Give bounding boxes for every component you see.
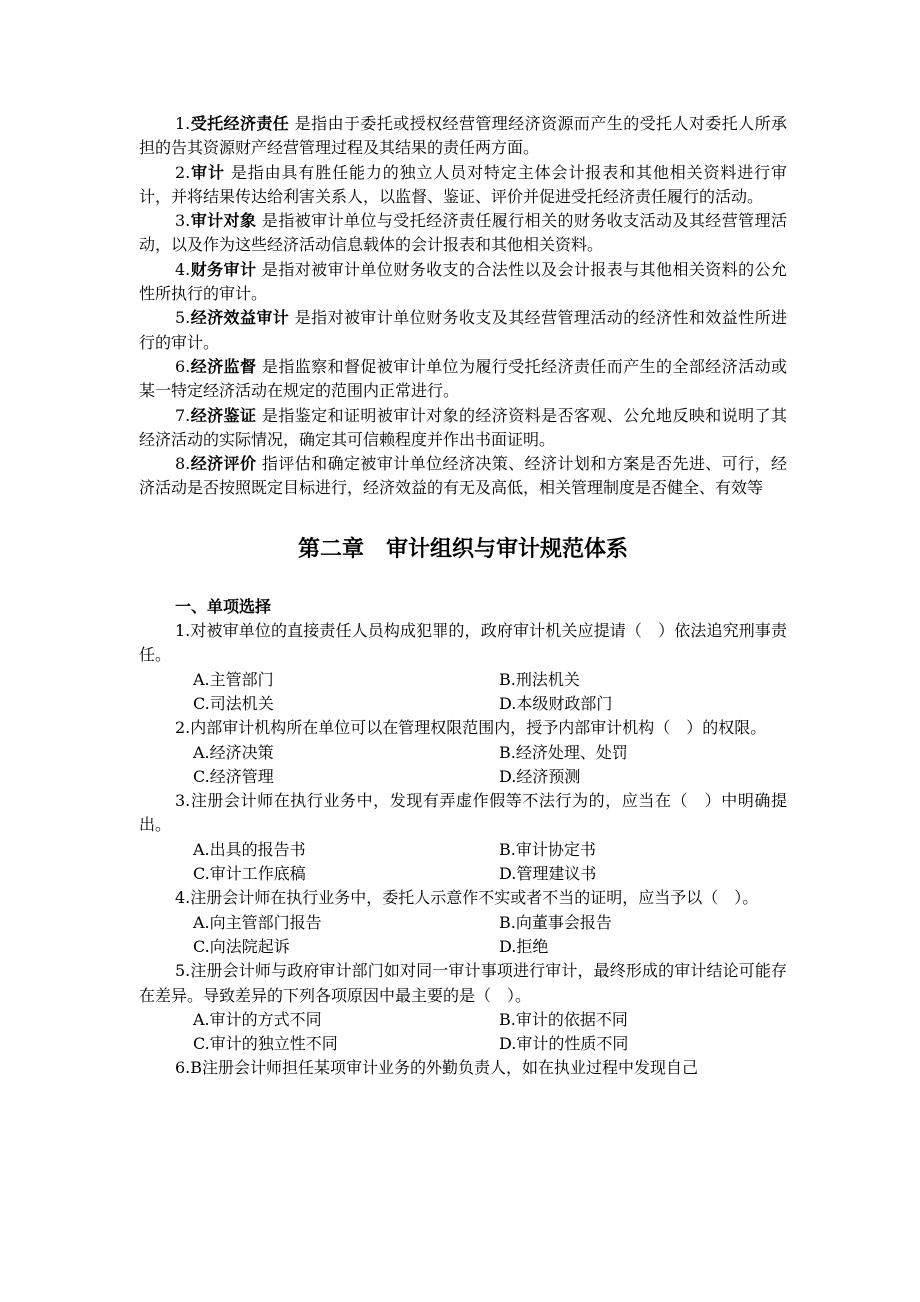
definition-term: 审计对象 — [190, 211, 257, 231]
question-options — [139, 1008, 787, 1057]
definition-term: 财务审计 — [190, 259, 257, 279]
question-options — [139, 911, 787, 960]
definition-text: 是指被审计单位与受托经济责任履行相关的财务收支活动及其经营管理活动，以及作为这些经济活动信息载体的会计报表和其他相关资料。 — [139, 211, 787, 255]
option-d: D.本级财政部门 — [499, 693, 613, 713]
option-a: A.审计的方式不同 — [193, 1009, 322, 1029]
question-item — [139, 619, 787, 716]
document-page — [139, 112, 787, 1081]
question-options — [139, 741, 787, 790]
option-a: A.经济决策 — [193, 742, 274, 762]
option-c: C.司法机关 — [193, 693, 274, 713]
question-text: 2.内部审计机构所在单位可以在管理权限范围内，授予内部审计机构（ ）的权限。 — [175, 718, 767, 738]
question-options — [139, 668, 787, 717]
option-d: D.拒绝 — [499, 936, 549, 956]
question-text: 6.B注册会计师担任某项审计业务的外勤负责人，如在执业过程中发现自己 — [175, 1058, 699, 1078]
definition-text: 是指监察和督促被审计单位为履行受托经济责任而产生的全部经济活动或某一特定经济活动在规定的范围内正常进行。 — [139, 356, 787, 401]
question-item — [139, 789, 787, 886]
question-text: 3.注册会计师在执行业务中，发现有弄虚作假等不法行为的，应当在（ ）中明确提出。 — [139, 791, 787, 835]
section-title: 一、单项选择 — [175, 596, 272, 616]
option-a: A.出具的报告书 — [193, 839, 306, 859]
question-item — [139, 1056, 787, 1080]
option-b: B.审计协定书 — [499, 839, 596, 859]
option-d: D.经济预测 — [499, 766, 581, 786]
definition-text: 是指对被审计单位财务收支的合法性以及会计报表与其他相关资料的公允性所执行的审计。 — [139, 259, 787, 304]
definition-text: 是指鉴定和证明被审计对象的经济资料是否客观、公允地反映和说明了其经济活动的实际情况，确定其可信赖程度并作出书面证明。 — [139, 405, 787, 449]
definition-item: 4.财务审计 是指对被审计单位财务收支的合法性以及会计报表与其他相关资料的公允性所执行的审计。 — [139, 259, 787, 304]
question-text: 4.注册会计师在执行业务中，委托人示意作不实或者不当的证明，应当予以（ ）。 — [175, 888, 759, 908]
definition-term: 经济评价 — [190, 454, 257, 474]
definition-text: 是指对被审计单位财务收支及其经营管理活动的经济性和效益性所进行的审计。 — [139, 308, 787, 352]
questions-list — [139, 619, 787, 1081]
question-options — [139, 838, 787, 887]
question-text: 1.对被审单位的直接责任人员构成犯罪的，政府审计机关应提请（ ）依法追究刑事责任。 — [139, 621, 787, 665]
definition-text: 是指由于委托或授权经营管理经济资源而产生的受托人对委托人所承担的告其资源财产经营管理过程及其结果的责任两方面。 — [139, 114, 787, 158]
definition-item: 8.经济评价 指评估和确定被审计单位经济决策、经济计划和方案是否先进、可行，经济活动是否按照既定目标进行，经济效益的有无及高低，相关管理制度是否健全、有效等 — [139, 454, 787, 498]
definition-term: 经济鉴证 — [190, 405, 257, 425]
definition-item: 2.审计 是指由具有胜任能力的独立人员对特定主体会计报表和其他相关资料进行审计，并将结果传达给利害关系人，以监督、鉴证、评价并促进受托经济责任履行的活动。 — [139, 162, 787, 206]
definition-term: 经济监督 — [190, 356, 257, 376]
option-d: D.管理建议书 — [499, 864, 597, 884]
definition-term: 审计 — [190, 162, 225, 182]
definition-item: 6.经济监督 是指监察和督促被审计单位为履行受托经济责任而产生的全部经济活动或某一特定经济活动在规定的范围内正常进行。 — [139, 356, 787, 401]
question-item — [139, 886, 787, 959]
definition-text: 是指由具有胜任能力的独立人员对特定主体会计报表和其他相关资料进行审计，并将结果传达给利害关系人，以监督、鉴证、评价并促进受托经济责任履行的活动。 — [139, 162, 787, 206]
definition-item: 5.经济效益审计 是指对被审计单位财务收支及其经营管理活动的经济性和效益性所进行的审计。 — [139, 308, 787, 352]
option-c: C.向法院起诉 — [193, 936, 290, 956]
option-c: C.审计的独立性不同 — [193, 1034, 338, 1054]
option-c: C.审计工作底稿 — [193, 864, 306, 884]
question-text: 5.注册会计师与政府审计部门如对同一审计事项进行审计，最终形成的审计结论可能存在差异。导致差异的下列各项原因中最主要的是（ ）。 — [139, 961, 787, 1005]
question-item — [139, 716, 787, 789]
option-a: A.向主管部门报告 — [193, 912, 322, 932]
option-b: B.向董事会报告 — [499, 912, 612, 932]
definition-text: 指评估和确定被审计单位经济决策、经济计划和方案是否先进、可行，经济活动是否按照既定目标进行，经济效益的有无及高低，相关管理制度是否健全、有效等 — [139, 454, 787, 498]
option-c: C.经济管理 — [193, 766, 274, 786]
definition-term: 经济效益审计 — [190, 308, 290, 328]
option-b: B.审计的依据不同 — [499, 1009, 628, 1029]
definition-item: 3.审计对象 是指被审计单位与受托经济责任履行相关的财务收支活动及其经营管理活动，以及作为这些经济活动信息载体的会计报表和其他相关资料。 — [139, 211, 787, 255]
question-item — [139, 959, 787, 1056]
definition-term: 受托经济责任 — [190, 114, 290, 133]
option-b: B.刑法机关 — [499, 669, 580, 689]
option-b: B.经济处理、处罚 — [499, 742, 628, 762]
definitions-list — [139, 112, 787, 501]
definition-item: 1.受托经济责任 是指由于委托或授权经营管理经济资源而产生的受托人对委托人所承担的告其资源财产经营管理过程及其结果的责任两方面。 — [139, 114, 787, 158]
option-a: A.主管部门 — [193, 669, 274, 689]
option-d: D.审计的性质不同 — [499, 1034, 629, 1054]
chapter-title: 第二章 审计组织与审计规范体系 — [297, 536, 628, 562]
definition-item: 7.经济鉴证 是指鉴定和证明被审计对象的经济资料是否客观、公允地反映和说明了其经济活动的实际情况，确定其可信赖程度并作出书面证明。 — [139, 405, 787, 449]
